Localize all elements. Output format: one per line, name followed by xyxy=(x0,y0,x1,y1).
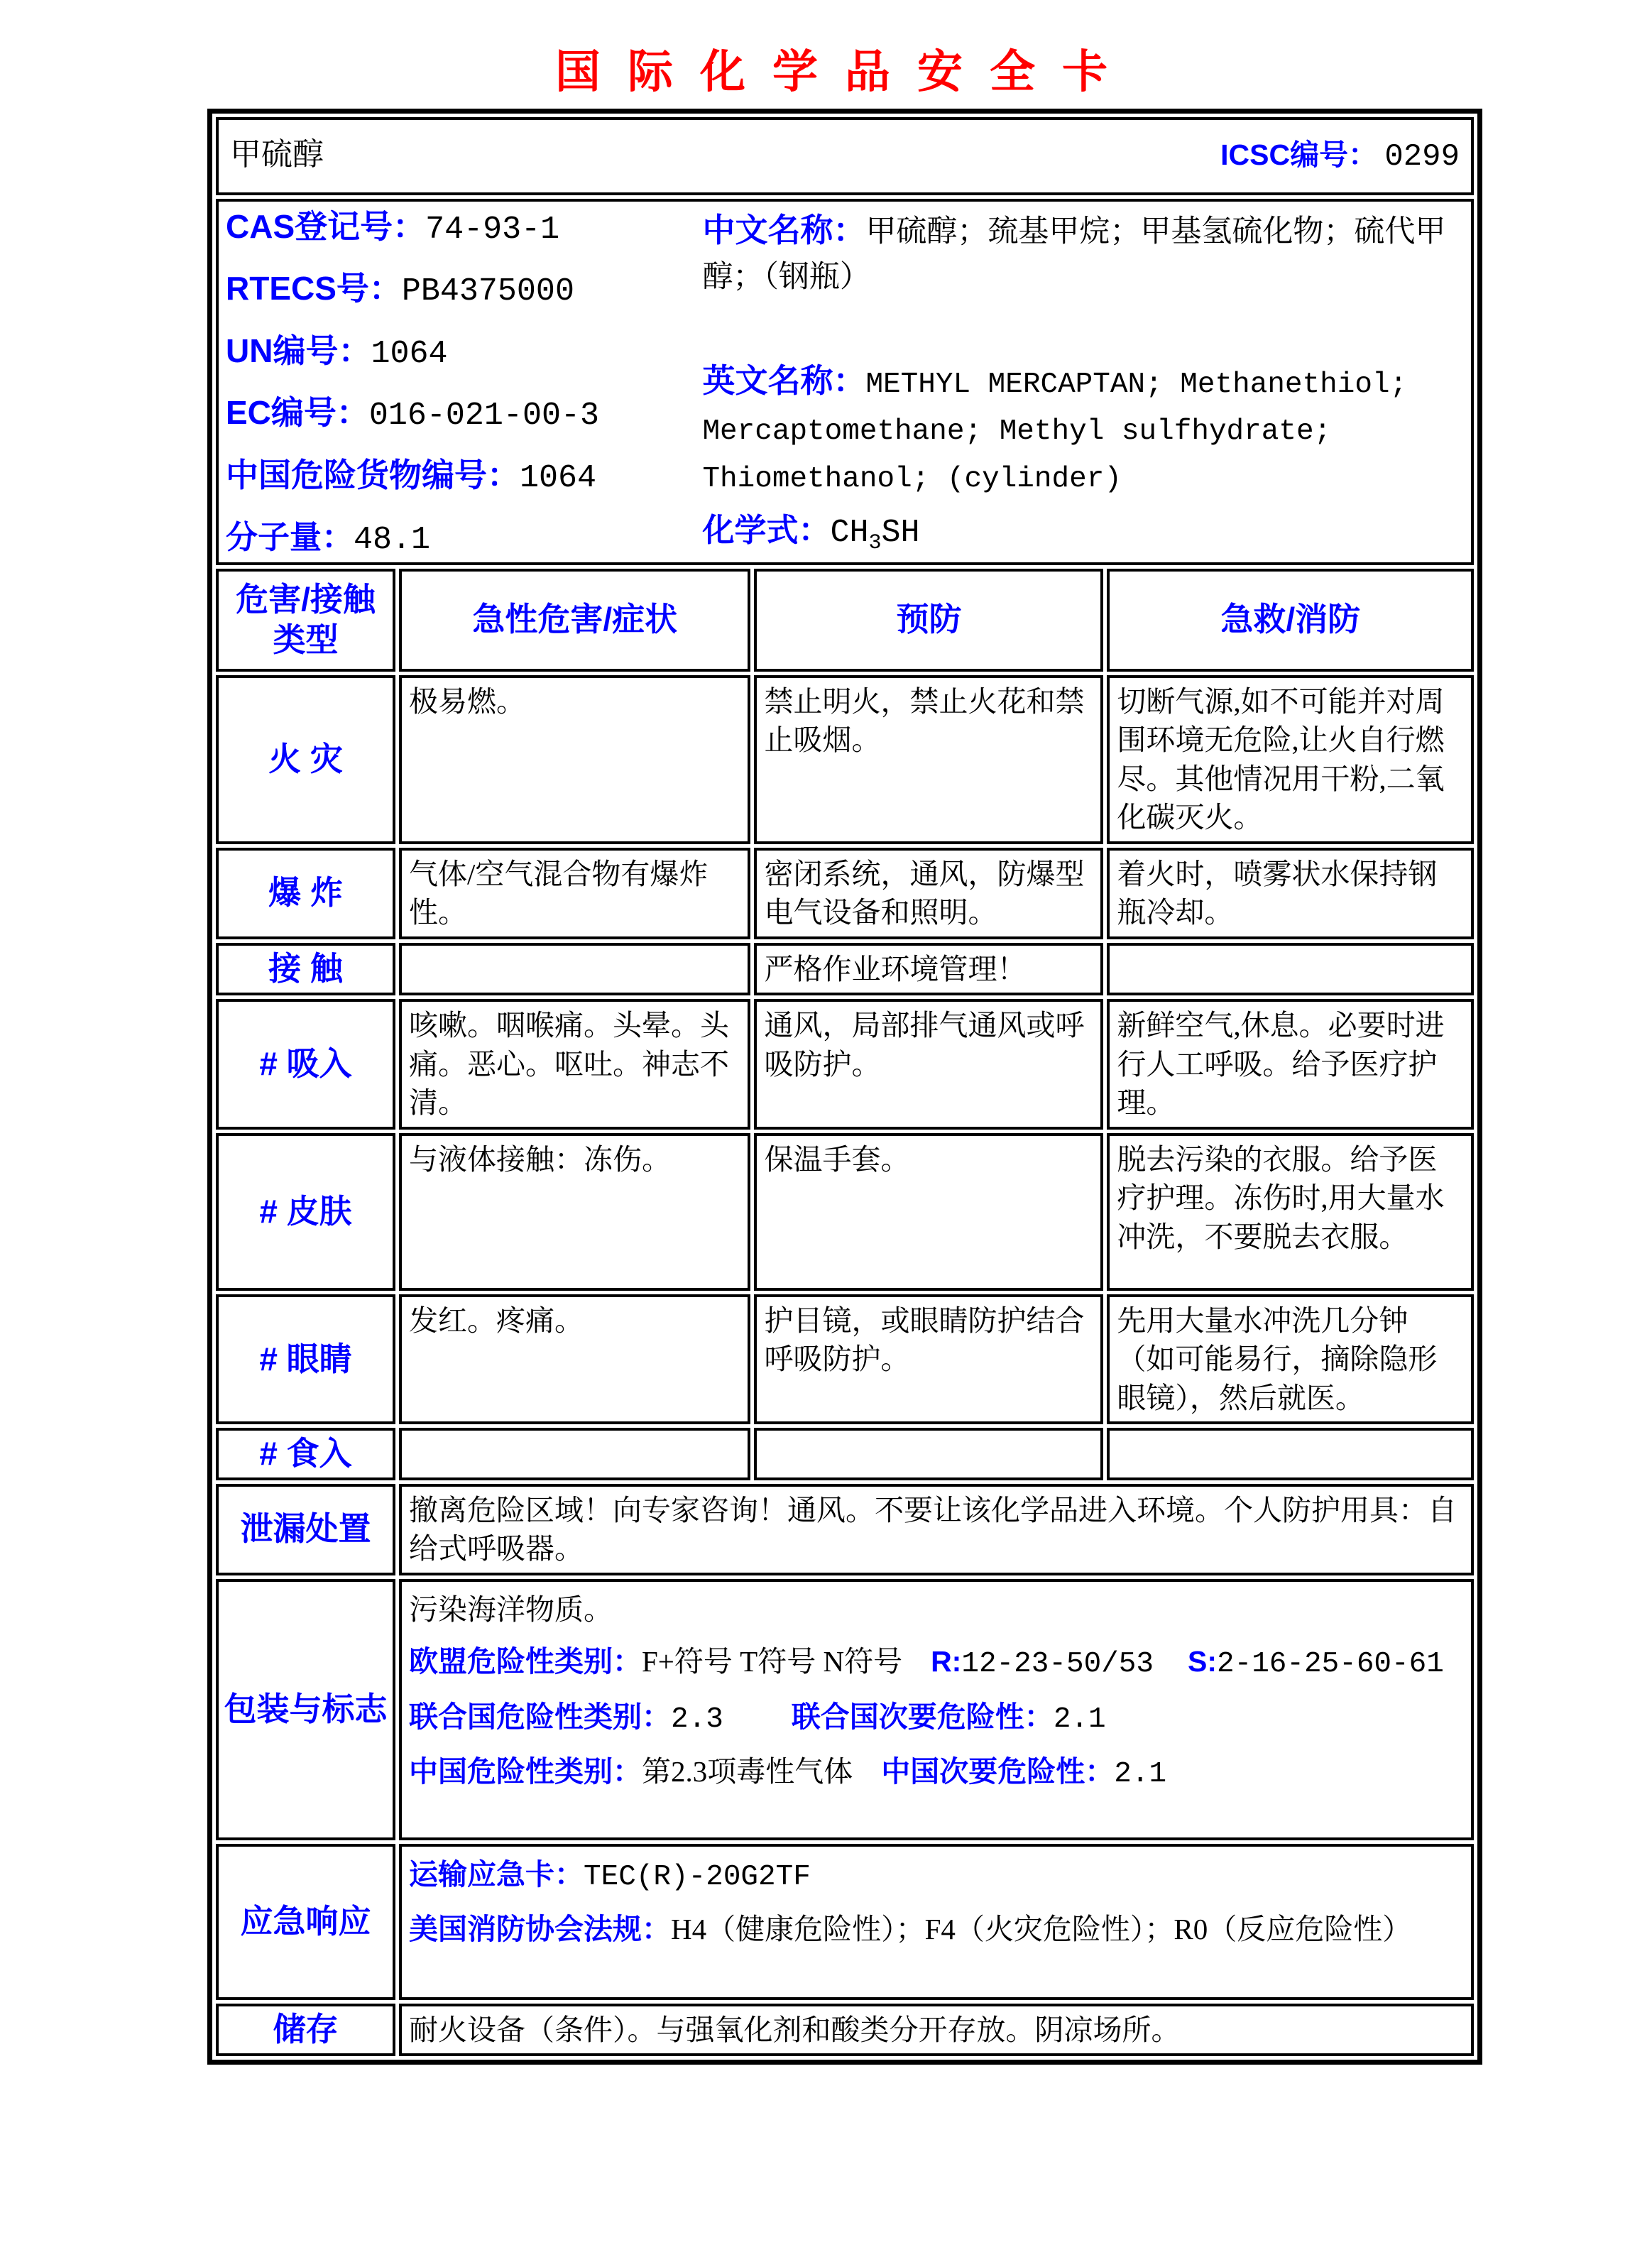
un-number-field: UN编号：1064 xyxy=(226,332,448,372)
emergency-content xyxy=(399,1844,1474,2000)
transport-emergency-card-line: 运输应急卡：TEC(R)-20G2TF xyxy=(409,1857,811,1894)
china-dangerous-goods-field: 中国危险货物编号：1064 xyxy=(226,456,597,496)
chinese-name-field: 中文名称：甲硫醇；巯基甲烷；甲基氢硫化物；硫代甲醇；（钢瓶） xyxy=(702,211,1446,295)
icsc-card-table xyxy=(207,109,1482,2065)
exposure-prevention: 严格作业环境管理！ xyxy=(754,943,1103,996)
rtecs-field: RTECS号：PB4375000 xyxy=(226,270,574,310)
eyes-firstaid: 先用大量水冲洗几分钟（如可能易行，摘除隐形眼镜），然后就医。 xyxy=(1107,1294,1474,1425)
inhalation-label: # 吸入 xyxy=(216,999,395,1130)
identification-row xyxy=(216,199,1474,565)
storage-label: 储存 xyxy=(216,2004,395,2057)
packaging-label: 包装与标志 xyxy=(216,1579,395,1840)
fire-symptoms: 极易燃。 xyxy=(399,675,750,844)
skin-firstaid: 脱去污染的衣服。给予医疗护理。冻伤时,用大量水冲洗，不要脱去衣服。 xyxy=(1107,1133,1474,1291)
marine-pollutant-line: 污染海洋物质。 xyxy=(409,1593,613,1626)
emergency-label: 应急响应 xyxy=(216,1844,395,2000)
molecular-weight-field: 分子量：48.1 xyxy=(226,519,431,559)
symptoms-header: 急性危害/症状 xyxy=(399,569,750,672)
skin-symptoms: 与液体接触：冻伤。 xyxy=(399,1133,750,1291)
hazard-row-explosion xyxy=(216,848,1474,939)
substance-name: 甲硫醇 xyxy=(230,137,324,172)
identification-right-column xyxy=(702,206,1464,558)
emergency-row xyxy=(216,1844,1474,2000)
hazard-row-skin xyxy=(216,1133,1474,1291)
icsc-number-label: ICSC编号： xyxy=(1220,138,1378,171)
inhalation-prevention: 通风，局部排气通风或呼吸防护。 xyxy=(754,999,1103,1130)
icsc-number-value: 0299 xyxy=(1384,139,1460,175)
fire-label: 火 灾 xyxy=(216,675,395,844)
explosion-prevention: 密闭系统，通风，防爆型电气设备和照明。 xyxy=(754,848,1103,939)
ingestion-label: # 食入 xyxy=(216,1428,395,1480)
firstaid-header: 急救/消防 xyxy=(1107,569,1474,672)
explosion-symptoms: 气体/空气混合物有爆炸性。 xyxy=(399,848,750,939)
ec-number-field: EC编号：016-021-00-3 xyxy=(226,394,599,435)
icsc-number-group xyxy=(1220,136,1460,178)
ingestion-symptoms xyxy=(399,1428,750,1480)
hazard-row-fire xyxy=(216,675,1474,844)
un-classification-line: 联合国危险性类别：2.3 联合国次要危险性：2.1 xyxy=(409,1700,1106,1736)
hazard-row-eyes xyxy=(216,1294,1474,1425)
spill-label: 泄漏处置 xyxy=(216,1484,395,1575)
china-classification-line: 中国危险性类别：第2.3项毒性气体 中国次要危险性：2.1 xyxy=(409,1755,1167,1791)
page-title: 国际化学品安全卡 xyxy=(555,46,1134,97)
ingestion-firstaid xyxy=(1107,1428,1474,1480)
hazard-header-row xyxy=(216,569,1474,672)
eyes-symptoms: 发红。疼痛。 xyxy=(399,1294,750,1425)
explosion-firstaid: 着火时，喷雾状水保持钢瓶冷却。 xyxy=(1107,848,1474,939)
hazard-row-inhalation xyxy=(216,999,1474,1130)
fire-prevention: 禁止明火，禁止火花和禁止吸烟。 xyxy=(754,675,1103,844)
skin-label: # 皮肤 xyxy=(216,1133,395,1291)
cas-field: CAS登记号：74-93-1 xyxy=(226,207,560,248)
packaging-content xyxy=(399,1579,1474,1840)
english-name-field: 英文名称：METHYL MERCAPTAN; Methanethiol; Mercaptomethane; Methyl sulfhydrate; Thiomethanol; (cylinder) xyxy=(702,361,1408,496)
inhalation-symptoms: 咳嗽。咽喉痛。头晕。头痛。恶心。呕吐。神志不清。 xyxy=(399,999,750,1130)
eu-classification-line: 欧盟危险性类别：F+符号 T符号 N符号 R:12-23-50/53 S:2-16-25-60-61 xyxy=(409,1645,1444,1681)
exposure-symptoms xyxy=(399,943,750,996)
identification-left-column xyxy=(226,206,702,558)
explosion-label: 爆 炸 xyxy=(216,848,395,939)
hazard-row-ingestion xyxy=(216,1428,1474,1480)
inhalation-firstaid: 新鲜空气,休息。必要时进行人工呼吸。给予医疗护理。 xyxy=(1107,999,1474,1130)
hazard-row-exposure xyxy=(216,943,1474,996)
eyes-prevention: 护目镜，或眼睛防护结合呼吸防护。 xyxy=(754,1294,1103,1425)
storage-text: 耐火设备（条件）。与强氧化剂和酸类分开存放。阴凉场所。 xyxy=(399,2004,1474,2057)
eyes-label: # 眼睛 xyxy=(216,1294,395,1425)
prevention-header: 预防 xyxy=(754,569,1103,672)
exposure-firstaid xyxy=(1107,943,1474,996)
header-row xyxy=(216,117,1474,195)
hazard-type-header: 危害/接触 类型 xyxy=(216,569,395,672)
packaging-row xyxy=(216,1579,1474,1840)
ingestion-prevention xyxy=(754,1428,1103,1480)
exposure-label: 接 触 xyxy=(216,943,395,996)
nfpa-line: 美国消防协会法规：H4（健康危险性）；F4（火灾危险性）；R0（反应危险性） xyxy=(409,1913,1412,1946)
storage-row xyxy=(216,2004,1474,2057)
fire-firstaid: 切断气源,如不可能并对周围环境无危险,让火自行燃尽。其他情况用干粉,二氧化碳灭火。 xyxy=(1107,675,1474,844)
skin-prevention: 保温手套。 xyxy=(754,1133,1103,1291)
spill-row xyxy=(216,1484,1474,1575)
formula-field: 化学式：$CH_3SH$ xyxy=(702,511,920,555)
spill-text: 撤离危险区域！向专家咨询！通风。不要让该化学品进入环境。个人防护用具：自给式呼吸器。 xyxy=(399,1484,1474,1575)
